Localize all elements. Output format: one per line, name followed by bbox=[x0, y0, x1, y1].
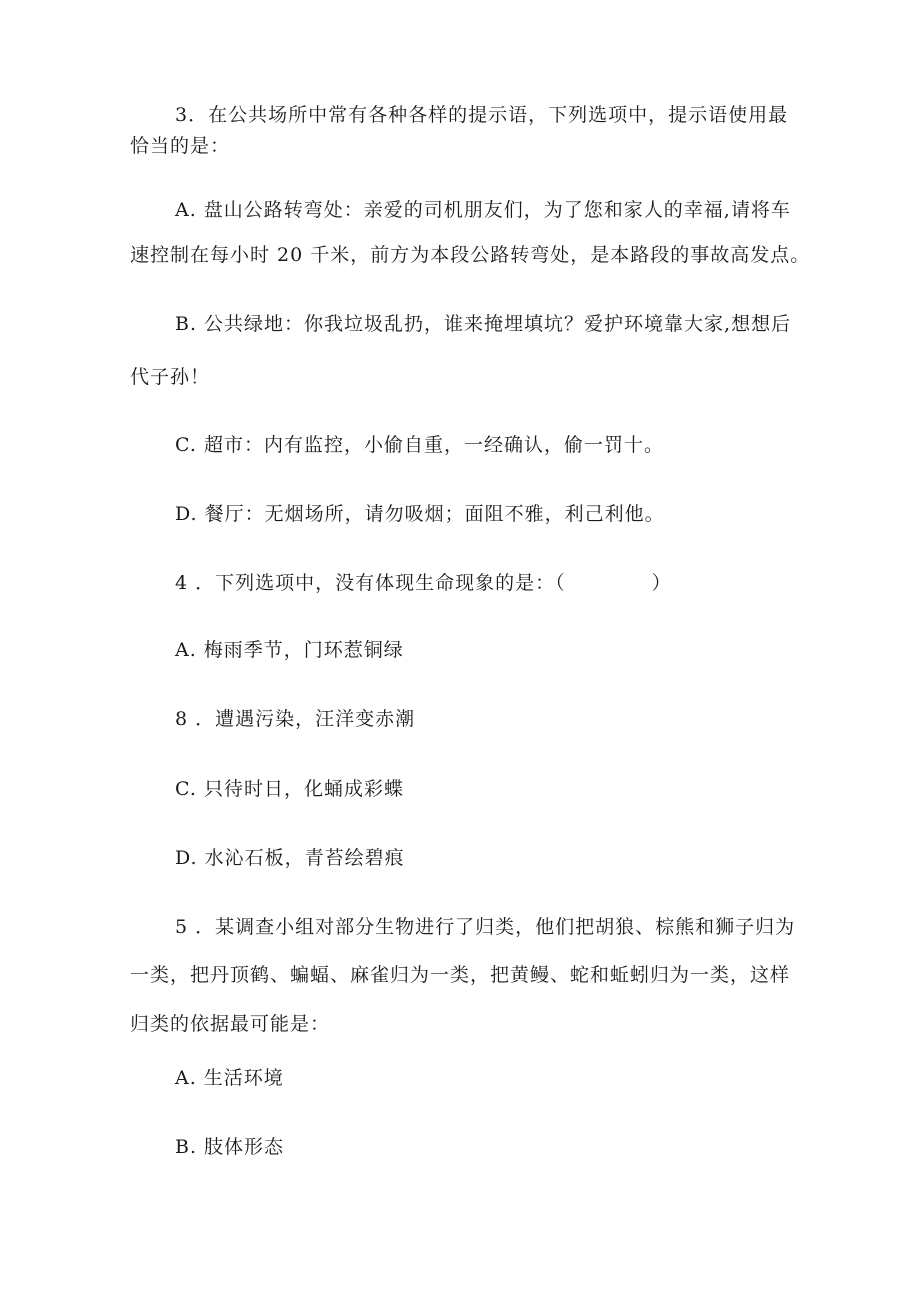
q5-stem-line-3: 归类的依据最可能是： bbox=[130, 1013, 331, 1035]
q5-stem-line-2: 一类，把丹顶鹤、蝙蝠、麻雀归为一类，把黄鳗、蛇和蚯蚓归为一类，这样 bbox=[130, 964, 791, 986]
q3-stem-line-1: 3．在公共场所中常有各种各样的提示语，下列选项中，提示语使用最 bbox=[175, 104, 789, 126]
q4-stem-close: ） bbox=[651, 572, 672, 594]
q3-option-b-line-1: B. 公共绿地：你我垃圾乱扔，谁来掩埋填坑？爱护环境靠大家,想想后 bbox=[175, 313, 792, 335]
q4-stem bbox=[175, 569, 672, 597]
q4-option-a: A. 梅雨季节，门环惹铜绿 bbox=[175, 639, 404, 661]
q3-option-a-line-1: A. 盘山公路转弯处：亲爱的司机朋友们，为了您和家人的幸福,请将车 bbox=[175, 199, 791, 221]
q5-option-b: B. 肢体形态 bbox=[175, 1136, 285, 1158]
q3-option-b-line-2: 代子孙！ bbox=[130, 366, 211, 388]
q4-stem-text: 4 ．下列选项中，没有体现生命现象的是：（ bbox=[175, 572, 566, 594]
q3-stem-line-2: 恰当的是： bbox=[130, 135, 231, 157]
q5-stem-line-1: 5 ．某调查小组对部分生物进行了归类，他们把胡狼、棕熊和狮子归为 bbox=[175, 916, 796, 938]
q4-option-d: D. 水沁石板，青苔绘碧痕 bbox=[175, 847, 405, 869]
q3-option-a-line-2: 速控制在每小时 20 千米，前方为本段公路转弯处，是本路段的事故高发点。 bbox=[130, 244, 811, 266]
q4-option-b: 8 ．遭遇污染，汪洋变赤潮 bbox=[175, 708, 416, 730]
q3-option-c: C. 超市：内有监控，小偷自重，一经确认，偷一罚十。 bbox=[175, 434, 664, 456]
q3-option-d: D. 餐厅：无烟场所，请勿吸烟；面阻不雅，利己利他。 bbox=[175, 503, 665, 525]
q5-option-a: A. 生活环境 bbox=[175, 1067, 284, 1089]
q4-option-c: C. 只待时日，化蛹成彩蝶 bbox=[175, 778, 404, 800]
